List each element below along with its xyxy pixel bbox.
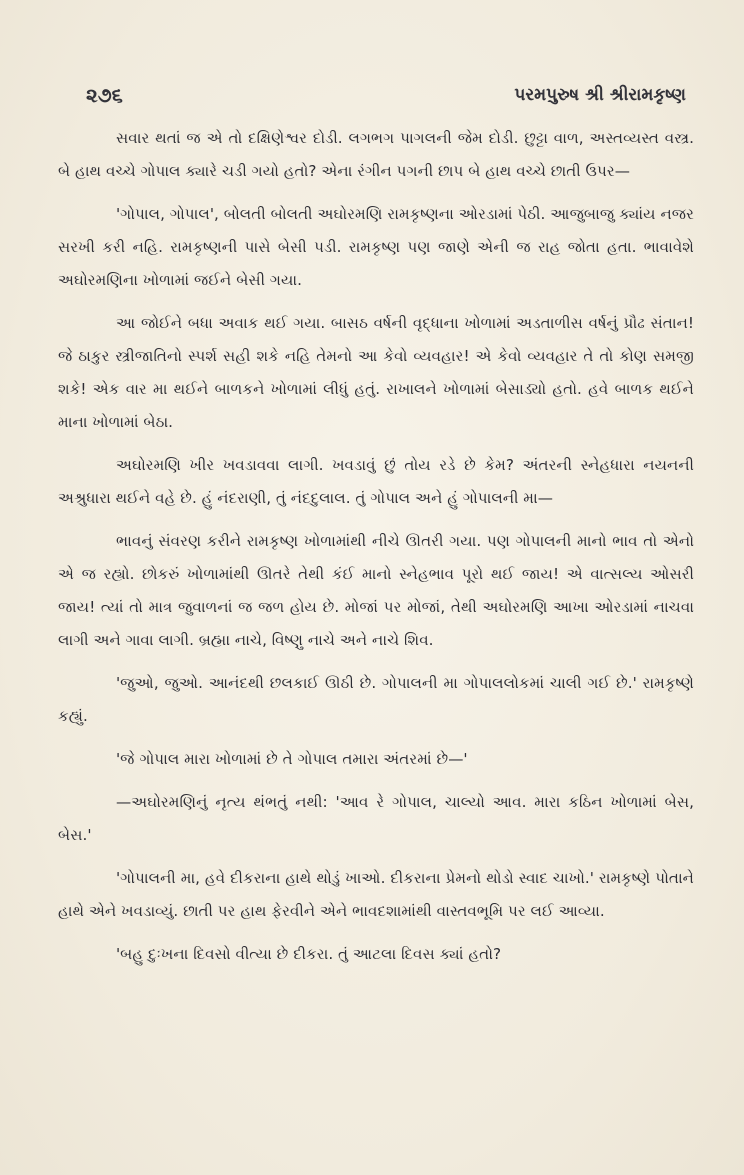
running-title: પરમપુરુષ શ્રી શ્રીરામકૃષ્ણ — [514, 85, 686, 105]
paragraph-5: ભાવનું સંવરણ કરીને રામકૃષ્ણ ખોળામાંથી નીચે ઊતરી ગયા. પણ ગોપાલની માનો ભાવ તો એનો એ જ રહ્યો. છોકરું ખોળામાંથી ઊતરે તેથી કંઈ માનો સ્નેહભાવ પૂરો થઈ જાય! એ વાત્સલ્ય ઓસરી જાય! ત્યાં તો માત્ર જુવાળનાં જ જળ હોય છે. મોજાં પર મોજાં, તેથી અઘોરમણિ આખા ઓરડામાં નાચવા લાગી અને ગાવા લાગી. બ્રહ્મા નાચે, વિષ્ણુ નાચે અને નાચે શિવ. — [58, 532, 694, 649]
paragraph-9: 'ગોપાલની મા, હવે દીકરાના હાથે થોડું ખાઓ. દીકરાના પ્રેમનો થોડો સ્વાદ ચાખો.' રામકૃષ્ણે પોતાને હાથે એને ખવડાવ્યું. છાતી પર હાથ ફેરવીને એને ભાવદશામાંથી વાસ્તવભૂમિ પર લઈ આવ્યા. — [58, 869, 694, 920]
page-header — [86, 80, 686, 110]
paragraph-2: 'ગોપાલ, ગોપાલ', બોલતી બોલતી અઘોરમણિ રામકૃષ્ણના ઓરડામાં પેઠી. આજુબાજુ ક્યાંય નજર સરખી કરી નહિ. રામકૃષ્ણની પાસે બેસી પડી. રામકૃષ્ણ પણ જાણે એની જ રાહ જોતા હતા. ભાવાવેશે અઘોરમણિના ખોળામાં જઈને બેસી ગયા. — [58, 205, 694, 289]
paragraph-3: આ જોઈને બધા અવાક થઈ ગયા. બાસઠ વર્ષની વૃદ્ધાના ખોળામાં અડતાળીસ વર્ષનું પ્રૌઢ સંતાન! જે ઠાકુર સ્ત્રીજાતિનો સ્પર્શ સહી શકે નહિ તેમનો આ કેવો વ્યવહાર! એ કેવો વ્યવહાર તે તો કોણ સમજી શકે! એક વાર મા થઈને બાળકને ખોળામાં લીધું હતું. રાખાલને ખોળામાં બેસાડ્યો હતો. હવે બાળક થઈને માના ખોળામાં બેઠા. — [58, 314, 694, 431]
paragraph-4: અઘોરમણિ ખીર ખવડાવવા લાગી. ખવડાવું છું તોય રડે છે કેમ? અંતરની સ્નેહધારા નયનની અશ્રુધારા થઈને વહે છે. હું નંદરાણી, તું નંદદુલાલ. તું ગોપાલ અને હું ગોપાલની મા— — [58, 456, 694, 507]
paragraph-6: 'જુઓ, જુઓ. આનંદથી છલકાઈ ઊઠી છે. ગોપાલની મા ગોપાલલોકમાં ચાલી ગઈ છે.' રામકૃષ્ણે કહ્યું. — [58, 674, 694, 725]
body-text — [58, 122, 694, 981]
paragraph-7: 'જે ગોપાલ મારા ખોળામાં છે તે ગોપાલ તમારા અંતરમાં છે—' — [116, 750, 468, 768]
paragraph-1: સવાર થતાં જ એ તો દક્ષિણેશ્વર દોડી. લગભગ પાગલની જેમ દોડી. છુટ્ટા વાળ, અસ્તવ્યસ્ત વસ્ત્ર. બે હાથ વચ્ચે ગોપાલ ક્યારે ચડી ગયો હતો? એના રંગીન પગની છાપ બે હાથ વચ્ચે છાતી ઉપર— — [58, 129, 694, 180]
paragraph-8: —અઘોરમણિનું નૃત્ય થંભતું નથી: 'આવ રે ગોપાલ, ચાલ્યો આવ. મારા કઠિન ખોળામાં બેસ, બેસ.' — [58, 793, 694, 844]
page-number: ૨૭૬ — [86, 83, 123, 107]
paragraph-10: 'બહુ દુઃખના દિવસો વીત્યા છે દીકરા. તું આટલા દિવસ ક્યાં હતો? — [116, 945, 502, 963]
